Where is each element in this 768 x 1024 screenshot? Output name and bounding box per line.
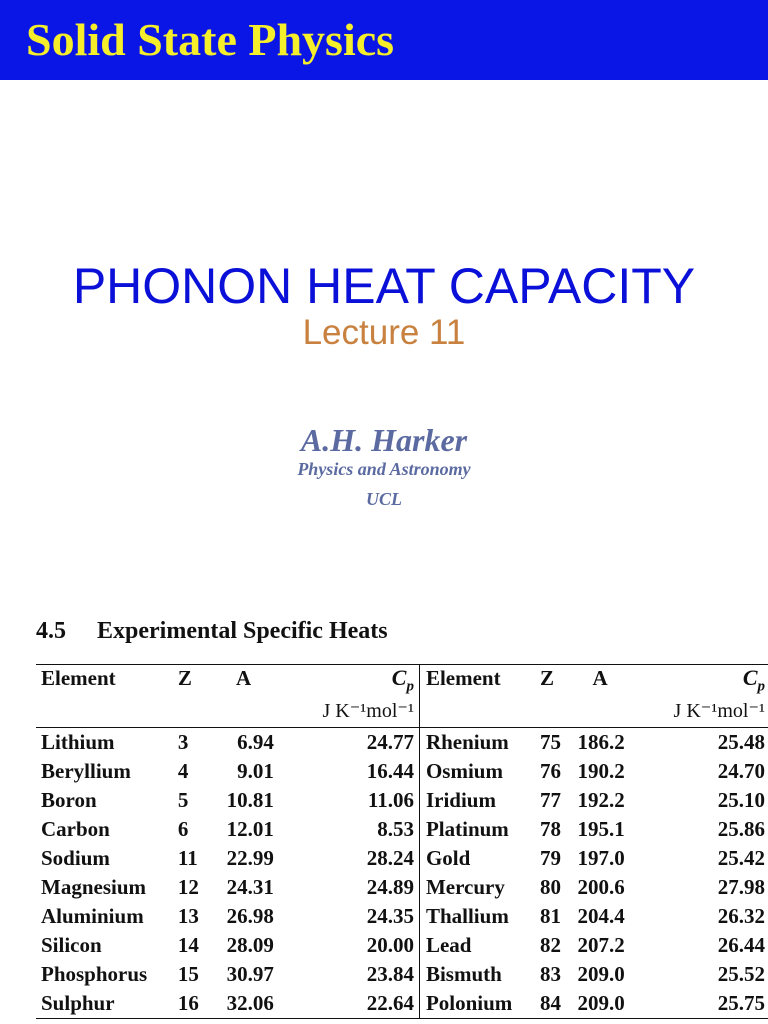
atomic-number: 77 <box>539 788 561 813</box>
element-name: Gold <box>425 846 471 871</box>
atomic-number: 5 <box>177 788 189 813</box>
atomic-mass: 6.94 <box>237 730 274 755</box>
institution: UCL <box>366 489 402 509</box>
atomic-mass: 10.81 <box>226 788 274 813</box>
element-name: Bismuth <box>425 962 502 987</box>
heat-capacity: 24.77 <box>274 728 420 757</box>
header-z: Z <box>177 666 192 690</box>
atomic-mass: 24.31 <box>226 875 274 900</box>
heat-capacity: 25.75 <box>717 991 765 1016</box>
table-row <box>36 757 768 786</box>
atomic-mass: 12.01 <box>226 817 274 842</box>
atomic-mass: 192.2 <box>577 788 625 813</box>
atomic-number: 11 <box>177 846 198 871</box>
heat-capacity: 22.64 <box>274 989 420 1018</box>
element-name: Mercury <box>425 875 505 900</box>
element-name: Aluminium <box>41 904 144 929</box>
atomic-mass: 209.0 <box>577 991 625 1016</box>
heat-capacity: 25.52 <box>717 962 765 987</box>
cp-units-right: J K⁻¹mol⁻¹ <box>673 700 765 723</box>
heat-capacity: 20.00 <box>274 931 420 960</box>
table-bottom-rule <box>36 1018 768 1019</box>
atomic-mass: 209.0 <box>577 962 625 987</box>
specific-heat-table <box>36 664 768 1019</box>
atomic-mass: 195.1 <box>577 817 625 842</box>
element-name: Phosphorus <box>41 962 148 987</box>
author-name: A.H. Harker <box>300 422 468 458</box>
atomic-number: 14 <box>177 933 199 958</box>
atomic-mass: 22.99 <box>226 846 274 871</box>
atomic-number: 76 <box>539 759 561 784</box>
atomic-number: 83 <box>539 962 561 987</box>
heat-capacity: 24.35 <box>274 902 420 931</box>
element-name: Sulphur <box>41 991 115 1016</box>
department: Physics and Astronomy <box>297 459 471 479</box>
header-z-right: Z <box>539 666 554 690</box>
atomic-mass: 26.98 <box>226 904 274 929</box>
atomic-number: 4 <box>177 759 189 784</box>
heat-capacity: 25.42 <box>717 846 765 871</box>
heat-capacity: 28.24 <box>274 844 420 873</box>
element-name: Polonium <box>425 991 513 1016</box>
element-name: Magnesium <box>41 875 146 900</box>
heat-capacity: 27.98 <box>717 875 765 900</box>
element-name: Lead <box>425 933 472 958</box>
header-cp-text: $C_p$ <box>391 665 414 695</box>
atomic-mass: 28.09 <box>226 933 274 958</box>
table-header-row <box>36 665 768 699</box>
heat-capacity: 16.44 <box>274 757 420 786</box>
atomic-number: 82 <box>539 933 561 958</box>
atomic-number: 78 <box>539 817 561 842</box>
element-name: Silicon <box>41 933 102 958</box>
lecture-title: PHONON HEAT CAPACITY <box>72 258 696 314</box>
table-row <box>36 960 768 989</box>
heat-capacity: 26.32 <box>717 904 765 929</box>
atomic-mass: 197.0 <box>577 846 625 871</box>
heat-capacity: 25.10 <box>717 788 765 813</box>
heat-capacity: 11.06 <box>274 786 420 815</box>
atomic-number: 84 <box>539 991 561 1016</box>
atomic-number: 6 <box>177 817 189 842</box>
atomic-number: 15 <box>177 962 199 987</box>
table-row <box>36 786 768 815</box>
atomic-number: 80 <box>539 875 561 900</box>
header-a-right: A <box>592 666 608 690</box>
heat-capacity: 8.53 <box>274 815 420 844</box>
element-name: Thallium <box>425 904 509 929</box>
header-cp-right-text: $C_p$ <box>742 665 765 695</box>
header-cp-right <box>625 665 768 699</box>
table-row <box>36 902 768 931</box>
table-row <box>36 728 768 757</box>
atomic-number: 79 <box>539 846 561 871</box>
element-name: Sodium <box>41 846 110 871</box>
table-row <box>36 873 768 902</box>
heat-capacity: 26.44 <box>717 933 765 958</box>
atomic-mass: 32.06 <box>226 991 274 1016</box>
atomic-mass: 190.2 <box>577 759 625 784</box>
table-row <box>36 989 768 1018</box>
atomic-mass: 30.97 <box>226 962 274 987</box>
heat-capacity: 23.84 <box>274 960 420 989</box>
element-name: Beryllium <box>41 759 131 784</box>
section-number: 4.5 <box>36 618 66 644</box>
atomic-mass: 200.6 <box>577 875 625 900</box>
atomic-mass: 186.2 <box>577 730 625 755</box>
header-element: Element <box>41 666 116 690</box>
atomic-mass: 204.4 <box>577 904 625 929</box>
lecture-number: Lecture 11 <box>302 313 466 352</box>
table-row <box>36 931 768 960</box>
element-name: Lithium <box>41 730 115 755</box>
atomic-number: 3 <box>177 730 189 755</box>
course-title: Solid State Physics <box>26 14 395 65</box>
header-a: A <box>236 666 252 690</box>
title-banner <box>0 0 768 80</box>
specific-heat-grid <box>36 665 768 1018</box>
atomic-number: 75 <box>539 730 561 755</box>
table-units-row <box>36 699 768 727</box>
atomic-number: 13 <box>177 904 199 929</box>
heat-capacity: 25.86 <box>717 817 765 842</box>
heat-capacity: 24.70 <box>717 759 765 784</box>
element-name: Iridium <box>425 788 496 813</box>
element-name: Platinum <box>425 817 509 842</box>
section-title: Experimental Specific Heats <box>97 618 388 644</box>
atomic-mass: 207.2 <box>577 933 625 958</box>
header-element-right: Element <box>425 666 501 690</box>
heat-capacity: 25.48 <box>717 730 765 755</box>
heat-capacity: 24.89 <box>274 873 420 902</box>
element-name: Boron <box>41 788 97 813</box>
element-name: Rhenium <box>425 730 509 755</box>
table-body <box>36 728 768 1018</box>
element-name: Osmium <box>425 759 503 784</box>
atomic-number: 12 <box>177 875 199 900</box>
atomic-mass: 9.01 <box>237 759 274 784</box>
atomic-number: 81 <box>539 904 561 929</box>
element-name: Carbon <box>41 817 110 842</box>
section-heading <box>36 616 388 646</box>
cp-units: J K⁻¹mol⁻¹ <box>274 699 420 727</box>
header-cp <box>274 665 420 699</box>
table-row <box>36 815 768 844</box>
table-row <box>36 844 768 873</box>
atomic-number: 16 <box>177 991 199 1016</box>
